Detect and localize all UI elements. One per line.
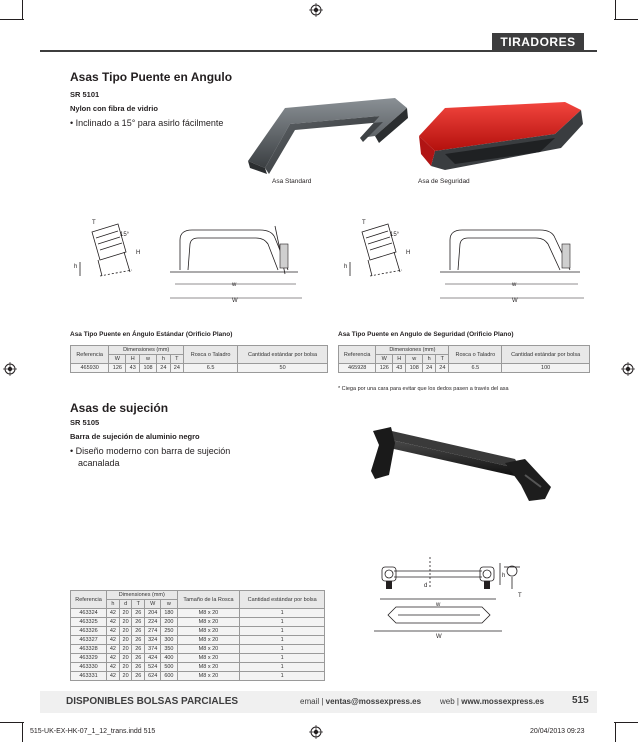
cell: 20 <box>119 663 132 672</box>
dim-w: w <box>436 602 441 608</box>
col-header: T <box>170 355 183 364</box>
grab-handle-technical-drawing <box>370 555 545 640</box>
cell: 600 <box>161 672 177 681</box>
cell: 374 <box>145 645 161 654</box>
table-row <box>71 654 325 663</box>
dim-angle: 15° <box>390 232 400 238</box>
cell: 50 <box>238 364 328 373</box>
grab-handle-image <box>365 425 565 505</box>
caption-safety: Asa de Seguridad <box>418 178 470 185</box>
col-header: W <box>109 355 126 364</box>
table-row <box>71 618 325 627</box>
col-header: Dimensiones (mm) <box>107 591 177 600</box>
col-header: h <box>107 600 120 609</box>
cell: 26 <box>132 609 145 618</box>
dim-H: H <box>406 250 411 256</box>
cell: 26 <box>132 636 145 645</box>
email-link[interactable]: ventas@mossexpress.es <box>325 697 422 706</box>
col-header: Cantidad estándar por bolsa <box>502 346 590 364</box>
cell: 42 <box>107 654 120 663</box>
col-header: Referencia <box>339 346 376 364</box>
cell: 20 <box>119 672 132 681</box>
registration-mark-right <box>621 362 635 376</box>
cell: 108 <box>406 364 423 373</box>
crop-mark <box>615 722 616 742</box>
cell: 324 <box>145 636 161 645</box>
col-header: H <box>393 355 406 364</box>
cell: 1 <box>240 627 325 636</box>
cell: 126 <box>376 364 393 373</box>
crop-mark <box>0 722 24 723</box>
product-material: Barra de sujeción de aluminio negro <box>70 432 200 441</box>
cell: 126 <box>109 364 126 373</box>
slug-date: 20/04/2013 09:23 <box>530 728 585 735</box>
product-code: SR 5101 <box>70 90 100 99</box>
cell: 400 <box>161 654 177 663</box>
caption-standard: Asa Standard <box>272 178 312 185</box>
col-header: d <box>119 600 132 609</box>
cell: 42 <box>107 663 120 672</box>
col-header: Tamaño de la Rosca <box>177 591 240 609</box>
feature-bullet: • Diseño moderno con barra de sujeción <box>70 446 231 456</box>
cell: 20 <box>119 654 132 663</box>
col-header: h <box>423 355 436 364</box>
footer-web <box>440 697 544 706</box>
col-header: Rosca o Taladro <box>449 346 502 364</box>
col-header: T <box>132 600 145 609</box>
safety-technical-drawing <box>340 212 590 312</box>
col-header: Rosca o Taladro <box>184 346 238 364</box>
email-label: email | <box>300 697 324 706</box>
product-material: Nylon con fibra de vidrio <box>70 104 158 113</box>
col-header: w <box>161 600 177 609</box>
cell: 43 <box>126 364 139 373</box>
crop-mark <box>614 19 638 20</box>
spec-table-safety <box>338 345 590 373</box>
cell: M8 x 20 <box>177 645 240 654</box>
dim-d: d <box>424 583 428 589</box>
cell: 20 <box>119 618 132 627</box>
registration-mark-bottom <box>309 725 323 739</box>
cell: 200 <box>161 618 177 627</box>
footer-email <box>300 697 421 706</box>
cell: 24 <box>170 364 183 373</box>
cell: 26 <box>132 663 145 672</box>
registration-mark-left <box>3 362 17 376</box>
footer-title: DISPONIBLES BOLSAS PARCIALES <box>66 696 239 707</box>
dim-T: T <box>362 220 366 226</box>
cell: 465930 <box>71 364 109 373</box>
col-header: h <box>157 355 170 364</box>
cell: 42 <box>107 627 120 636</box>
page-number: 515 <box>572 695 589 706</box>
crop-mark <box>22 0 23 20</box>
cell: 20 <box>119 627 132 636</box>
col-header: Cantidad estándar por bolsa <box>238 346 328 364</box>
table-row <box>71 364 328 373</box>
cell: 1 <box>240 609 325 618</box>
crop-mark <box>614 722 638 723</box>
cell: 1 <box>240 672 325 681</box>
cell: 463324 <box>71 609 107 618</box>
col-header: W <box>376 355 393 364</box>
dim-W: W <box>232 298 238 304</box>
col-header: T <box>436 355 449 364</box>
cell: M8 x 20 <box>177 636 240 645</box>
col-header: Referencia <box>71 346 109 364</box>
cell: 42 <box>107 636 120 645</box>
cell: 524 <box>145 663 161 672</box>
cell: 463329 <box>71 654 107 663</box>
category-tab: TIRADORES <box>492 33 584 51</box>
safety-note: * Ciega por una cara para evitar que los dedos pasen a través del asa <box>338 386 509 392</box>
cell: M8 x 20 <box>177 663 240 672</box>
cell: 300 <box>161 636 177 645</box>
dim-T: T <box>92 220 96 226</box>
table-row <box>71 627 325 636</box>
cell: M8 x 20 <box>177 618 240 627</box>
cell: 274 <box>145 627 161 636</box>
cell: 224 <box>145 618 161 627</box>
table-row <box>339 364 590 373</box>
cell: M8 x 20 <box>177 672 240 681</box>
table-title-safety: Asa Tipo Puente en Angulo de Seguridad (Orificio Plano) <box>338 331 514 338</box>
cell: 463331 <box>71 672 107 681</box>
cell: 20 <box>119 645 132 654</box>
cell: 250 <box>161 627 177 636</box>
cell: M8 x 20 <box>177 627 240 636</box>
dim-angle: 15° <box>120 232 130 238</box>
cell: 24 <box>423 364 436 373</box>
cell: 463326 <box>71 627 107 636</box>
dim-H: H <box>136 250 141 256</box>
cell: 180 <box>161 609 177 618</box>
dim-W: W <box>512 298 518 304</box>
cell: 624 <box>145 672 161 681</box>
cell: 26 <box>132 672 145 681</box>
web-link[interactable]: www.mossexpress.es <box>461 697 545 706</box>
cell: 463325 <box>71 618 107 627</box>
dim-w: w <box>512 282 517 288</box>
crop-mark <box>0 19 24 20</box>
feature-bullet-cont: acanalada <box>78 458 120 468</box>
cell: 108 <box>139 364 156 373</box>
col-header: H <box>126 355 139 364</box>
table-title-standard: Asa Tipo Puente en Ángulo Estándar (Orificio Plano) <box>70 331 233 338</box>
dim-T: T <box>518 593 522 599</box>
cell: 465928 <box>339 364 376 373</box>
col-header: w <box>139 355 156 364</box>
cell: 24 <box>436 364 449 373</box>
dim-W: W <box>436 634 442 640</box>
cell: 42 <box>107 618 120 627</box>
dim-h: h <box>344 264 348 270</box>
cell: 100 <box>502 364 590 373</box>
safety-handle-image <box>415 96 585 176</box>
cell: 26 <box>132 654 145 663</box>
cell: 463327 <box>71 636 107 645</box>
col-header: Dimensiones (mm) <box>109 346 184 355</box>
section-title: Asas Tipo Puente en Angulo <box>70 70 233 84</box>
slug-file: 515-UK-EX-HK-07_1_12_trans.indd 515 <box>30 728 156 735</box>
cell: 24 <box>157 364 170 373</box>
cell: 1 <box>240 636 325 645</box>
section-title: Asas de sujeción <box>70 401 169 415</box>
cell: 20 <box>119 609 132 618</box>
standard-handle-image <box>245 96 410 176</box>
registration-mark-top <box>309 3 323 17</box>
web-label: web | <box>440 697 459 706</box>
dim-h: h <box>74 264 78 270</box>
crop-mark <box>22 722 23 742</box>
col-header: W <box>145 600 161 609</box>
cell: 204 <box>145 609 161 618</box>
cell: 26 <box>132 627 145 636</box>
table-row <box>71 672 325 681</box>
table-row <box>71 609 325 618</box>
cell: 424 <box>145 654 161 663</box>
cell: 26 <box>132 618 145 627</box>
col-header: Referencia <box>71 591 107 609</box>
table-row <box>71 663 325 672</box>
cell: 42 <box>107 645 120 654</box>
cell: 20 <box>119 636 132 645</box>
cell: 1 <box>240 663 325 672</box>
cell: 6.5 <box>449 364 502 373</box>
col-header: Dimensiones (mm) <box>376 346 449 355</box>
cell: 43 <box>393 364 406 373</box>
product-code: SR 5105 <box>70 418 100 427</box>
cell: 1 <box>240 618 325 627</box>
table-row <box>71 645 325 654</box>
standard-technical-drawing <box>70 212 320 312</box>
cell: 1 <box>240 645 325 654</box>
feature-bullet: • Inclinado a 15° para asirlo fácilmente <box>70 118 224 128</box>
cell: M8 x 20 <box>177 654 240 663</box>
cell: 6.5 <box>184 364 238 373</box>
table-row <box>71 636 325 645</box>
col-header: Cantidad estándar por bolsa <box>240 591 325 609</box>
cell: 26 <box>132 645 145 654</box>
cell: 42 <box>107 672 120 681</box>
col-header: w <box>406 355 423 364</box>
cell: 1 <box>240 654 325 663</box>
cell: 463328 <box>71 645 107 654</box>
cell: 350 <box>161 645 177 654</box>
cell: 42 <box>107 609 120 618</box>
spec-table-standard <box>70 345 328 373</box>
crop-mark <box>615 0 616 20</box>
cell: M8 x 20 <box>177 609 240 618</box>
cell: 500 <box>161 663 177 672</box>
spec-table-grab-handles <box>70 590 325 681</box>
dim-w: w <box>232 282 237 288</box>
dim-h: h <box>502 573 506 579</box>
cell: 463330 <box>71 663 107 672</box>
